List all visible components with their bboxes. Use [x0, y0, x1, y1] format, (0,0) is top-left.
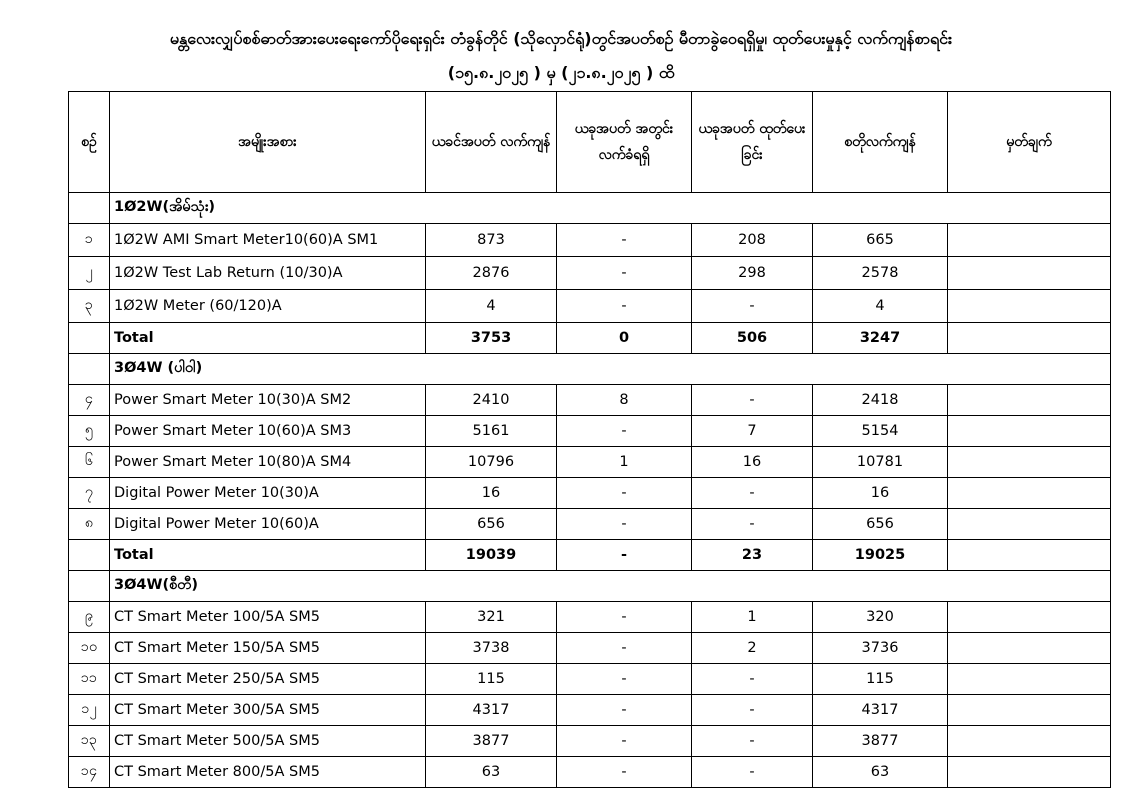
table-row [69, 478, 1111, 509]
balance-cell: 115 [813, 664, 948, 695]
sno-cell: ၁၄ [69, 757, 110, 788]
balance-cell: 4 [813, 290, 948, 323]
table-row [69, 447, 1111, 478]
opening-cell: 63 [426, 757, 557, 788]
received-cell: - [557, 540, 692, 571]
section-label: 1Ø2W(အိမ်သုံး) [110, 193, 1111, 224]
received-cell: - [557, 695, 692, 726]
issued-cell: - [692, 664, 813, 695]
table-row [69, 224, 1111, 257]
section-label: 3Ø4W (ပါဝါ) [110, 354, 1111, 385]
issued-cell: - [692, 757, 813, 788]
section-sno-cell [69, 571, 110, 602]
issued-cell: - [692, 695, 813, 726]
sno-cell: ၆ [69, 447, 110, 478]
header-remarks: မှတ်ချက် [948, 92, 1111, 193]
table-row [69, 695, 1111, 726]
item-name-cell: 1Ø2W Test Lab Return (10/30)A [110, 257, 426, 290]
header-opening: ယခင်အပတ် လက်ကျန် [426, 92, 557, 193]
remarks-cell [948, 290, 1111, 323]
received-cell: 0 [557, 323, 692, 354]
item-name-cell: Power Smart Meter 10(60)A SM3 [110, 416, 426, 447]
opening-cell: 873 [426, 224, 557, 257]
sno-cell: ၂ [69, 257, 110, 290]
header-sno: စဉ် [69, 92, 110, 193]
sno-cell: ၁၁ [69, 664, 110, 695]
item-name-cell: CT Smart Meter 250/5A SM5 [110, 664, 426, 695]
item-name-cell: CT Smart Meter 500/5A SM5 [110, 726, 426, 757]
header-received: ယခုအပတ် အတွင်းလက်ခံရရှိ [557, 92, 692, 193]
item-name-cell: CT Smart Meter 800/5A SM5 [110, 757, 426, 788]
balance-cell: 656 [813, 509, 948, 540]
issued-cell: - [692, 478, 813, 509]
opening-cell: 5161 [426, 416, 557, 447]
item-name-cell: CT Smart Meter 300/5A SM5 [110, 695, 426, 726]
total-row [69, 540, 1111, 571]
sno-cell: ၃ [69, 290, 110, 323]
issued-cell: 298 [692, 257, 813, 290]
section-label: 3Ø4W(စီတီ) [110, 571, 1111, 602]
opening-cell: 2410 [426, 385, 557, 416]
balance-cell: 63 [813, 757, 948, 788]
received-cell: - [557, 664, 692, 695]
item-name-cell: Power Smart Meter 10(30)A SM2 [110, 385, 426, 416]
total-row [69, 323, 1111, 354]
balance-cell: 2418 [813, 385, 948, 416]
header-type: အမျိုးအစား [110, 92, 426, 193]
section-row [69, 354, 1111, 385]
remarks-cell [948, 602, 1111, 633]
balance-cell: 19025 [813, 540, 948, 571]
section-row [69, 193, 1111, 224]
sno-cell: ၁၃ [69, 726, 110, 757]
received-cell: - [557, 257, 692, 290]
remarks-cell [948, 695, 1111, 726]
item-name-cell: Digital Power Meter 10(60)A [110, 509, 426, 540]
sno-cell: ၈ [69, 509, 110, 540]
table-row [69, 385, 1111, 416]
remarks-cell [948, 385, 1111, 416]
item-name-cell: Power Smart Meter 10(80)A SM4 [110, 447, 426, 478]
table-row [69, 509, 1111, 540]
balance-cell: 320 [813, 602, 948, 633]
remarks-cell [948, 257, 1111, 290]
opening-cell: 4 [426, 290, 557, 323]
received-cell: - [557, 478, 692, 509]
remarks-cell [948, 540, 1111, 571]
opening-cell: 321 [426, 602, 557, 633]
sno-cell: ၄ [69, 385, 110, 416]
opening-cell: 656 [426, 509, 557, 540]
remarks-cell [948, 726, 1111, 757]
received-cell: 1 [557, 447, 692, 478]
sno-cell: ၁၀ [69, 633, 110, 664]
table-row [69, 633, 1111, 664]
header-balance: စတိုလက်ကျန် [813, 92, 948, 193]
remarks-cell [948, 447, 1111, 478]
item-name-cell: 1Ø2W AMI Smart Meter10(60)A SM1 [110, 224, 426, 257]
balance-cell: 2578 [813, 257, 948, 290]
remarks-cell [948, 757, 1111, 788]
balance-cell: 16 [813, 478, 948, 509]
issued-cell: 23 [692, 540, 813, 571]
received-cell: - [557, 290, 692, 323]
item-name-cell: Total [110, 540, 426, 571]
table-row [69, 664, 1111, 695]
received-cell: - [557, 602, 692, 633]
received-cell: - [557, 509, 692, 540]
section-sno-cell [69, 354, 110, 385]
balance-cell: 665 [813, 224, 948, 257]
received-cell: - [557, 726, 692, 757]
issued-cell: 16 [692, 447, 813, 478]
opening-cell: 19039 [426, 540, 557, 571]
issued-cell: 208 [692, 224, 813, 257]
item-name-cell: CT Smart Meter 150/5A SM5 [110, 633, 426, 664]
header-issued: ယခုအပတ် ထုတ်ပေးခြင်း [692, 92, 813, 193]
item-name-cell: Total [110, 323, 426, 354]
issued-cell: 2 [692, 633, 813, 664]
remarks-cell [948, 478, 1111, 509]
table-row [69, 726, 1111, 757]
table-row [69, 602, 1111, 633]
sno-cell: ၇ [69, 478, 110, 509]
remarks-cell [948, 664, 1111, 695]
received-cell: - [557, 633, 692, 664]
opening-cell: 3877 [426, 726, 557, 757]
issued-cell: - [692, 385, 813, 416]
balance-cell: 3877 [813, 726, 948, 757]
issued-cell: 7 [692, 416, 813, 447]
issued-cell: 1 [692, 602, 813, 633]
sno-cell: ၁၂ [69, 695, 110, 726]
sno-cell: ၁ [69, 224, 110, 257]
item-name-cell: 1Ø2W Meter (60/120)A [110, 290, 426, 323]
issued-cell: - [692, 726, 813, 757]
table-row [69, 257, 1111, 290]
remarks-cell [948, 416, 1111, 447]
remarks-cell [948, 633, 1111, 664]
issued-cell: - [692, 509, 813, 540]
remarks-cell [948, 323, 1111, 354]
opening-cell: 115 [426, 664, 557, 695]
balance-cell: 4317 [813, 695, 948, 726]
opening-cell: 10796 [426, 447, 557, 478]
opening-cell: 2876 [426, 257, 557, 290]
issued-cell: - [692, 290, 813, 323]
table-row [69, 757, 1111, 788]
issued-cell: 506 [692, 323, 813, 354]
table-body [69, 193, 1111, 788]
sno-cell [69, 540, 110, 571]
remarks-cell [948, 509, 1111, 540]
balance-cell: 3736 [813, 633, 948, 664]
received-cell: - [557, 416, 692, 447]
opening-cell: 16 [426, 478, 557, 509]
received-cell: - [557, 757, 692, 788]
section-sno-cell [69, 193, 110, 224]
table-row [69, 416, 1111, 447]
report-date-range: (၁၅.၈.၂၀၂၅ ) မှ (၂၁.၈.၂၀၂၅ ) ထိ [447, 63, 675, 82]
sno-cell [69, 323, 110, 354]
remarks-cell [948, 224, 1111, 257]
received-cell: - [557, 224, 692, 257]
section-row [69, 571, 1111, 602]
sno-cell: ၅ [69, 416, 110, 447]
item-name-cell: CT Smart Meter 100/5A SM5 [110, 602, 426, 633]
received-cell: 8 [557, 385, 692, 416]
table-header-row [69, 92, 1111, 193]
balance-cell: 3247 [813, 323, 948, 354]
report-title: မန္တလေးလျှပ်စစ်ဓာတ်အားပေးရေးကော်ပိုရေးရှင်း တံခွန်တိုင် (သိုလှောင်ရုံ)တွင်အပတ်စဉ် မီတာခွဲဝေရရှိမှု၊ ထုတ်ပေးမှုနှင့် လက်ကျန်စာရင်း [169, 29, 953, 48]
opening-cell: 3738 [426, 633, 557, 664]
item-name-cell: Digital Power Meter 10(30)A [110, 478, 426, 509]
inventory-table [68, 91, 1111, 788]
opening-cell: 3753 [426, 323, 557, 354]
opening-cell: 4317 [426, 695, 557, 726]
balance-cell: 5154 [813, 416, 948, 447]
table-row [69, 290, 1111, 323]
sno-cell: ၉ [69, 602, 110, 633]
balance-cell: 10781 [813, 447, 948, 478]
